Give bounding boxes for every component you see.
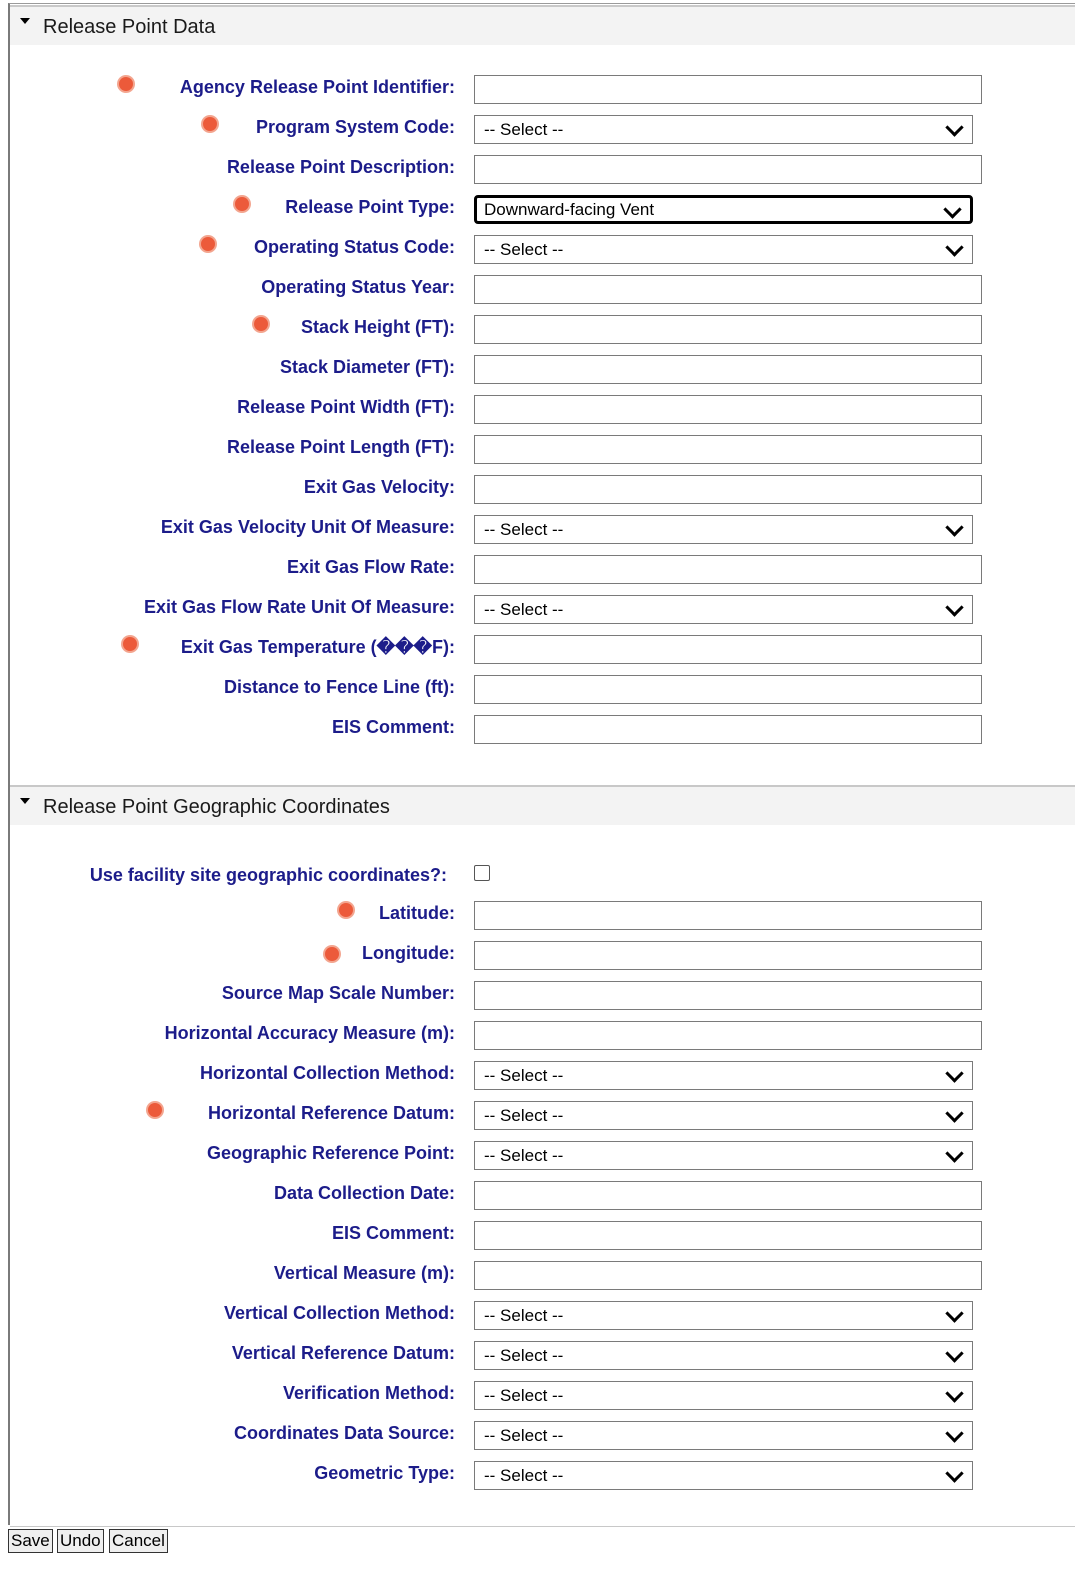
chevron-down-icon (945, 118, 963, 136)
selected-value: -- Select -- (484, 1466, 564, 1485)
chevron-down-icon (943, 200, 961, 218)
field-label: EIS Comment: (331, 717, 455, 737)
field-label: Geometric Type: (314, 1463, 455, 1483)
field-horizontal-collection-method (0, 1061, 1075, 1091)
field-horizontal-accuracy-measure (0, 1021, 1075, 1051)
required-marker-icon (148, 1103, 162, 1117)
field-release-point-description (0, 155, 1075, 185)
field-exit-gas-velocity-uom (0, 515, 1075, 545)
field-label: Vertical Reference Datum: (231, 1343, 455, 1363)
field-label: Release Point Width (FT): (237, 397, 455, 417)
field-distance-to-fence-line (0, 675, 1075, 705)
field-label: Coordinates Data Source: (233, 1423, 455, 1443)
data-collection-date-input[interactable] (474, 1181, 982, 1210)
chevron-down-icon (945, 1144, 963, 1162)
chevron-down-icon (945, 1304, 963, 1322)
selected-value: -- Select -- (484, 1106, 564, 1125)
section-header-release-point-data[interactable] (10, 5, 1075, 45)
field-label: Release Point Type: (285, 197, 455, 217)
field-label: Latitude: (379, 903, 455, 923)
chevron-down-icon (945, 598, 963, 616)
selected-value: -- Select -- (484, 600, 564, 619)
field-label: Exit Gas Velocity Unit Of Measure: (160, 517, 455, 537)
field-latitude (0, 901, 1075, 931)
section-header-geographic-coordinates[interactable] (10, 785, 1075, 825)
distance-to-fence-line-input[interactable] (474, 675, 982, 704)
geographic-reference-point-select[interactable] (474, 1141, 973, 1170)
selected-value: Downward-facing Vent (484, 200, 655, 219)
field-label: Stack Diameter (FT): (279, 357, 455, 377)
field-data-collection-date (0, 1181, 1075, 1211)
cancel-button[interactable]: Cancel (109, 1529, 168, 1553)
field-source-map-scale-number (0, 981, 1075, 1011)
horizontal-accuracy-measure-input[interactable] (474, 1021, 982, 1050)
field-label: Geographic Reference Point: (206, 1143, 455, 1163)
field-eis-comment (0, 715, 1075, 745)
latitude-input[interactable] (474, 901, 982, 930)
program-system-code-select[interactable] (474, 115, 973, 144)
eis-comment-geo-input[interactable] (474, 1221, 982, 1250)
field-vertical-collection-method (0, 1301, 1075, 1331)
use-facility-coordinates-checkbox[interactable] (474, 865, 490, 881)
field-label: Exit Gas Velocity: (303, 477, 455, 497)
field-label: Source Map Scale Number: (221, 983, 455, 1003)
collapse-triangle-icon[interactable] (20, 18, 30, 24)
release-point-description-input[interactable] (474, 155, 982, 184)
field-vertical-reference-datum (0, 1341, 1075, 1371)
required-marker-icon (235, 197, 249, 211)
chevron-down-icon (945, 238, 963, 256)
field-program-system-code (0, 115, 1075, 145)
longitude-input[interactable] (474, 941, 982, 970)
selected-value: -- Select -- (484, 520, 564, 539)
field-label: Horizontal Accuracy Measure (m): (164, 1023, 455, 1043)
field-geometric-type (0, 1461, 1075, 1491)
collapse-triangle-icon[interactable] (20, 798, 30, 804)
chevron-down-icon (945, 518, 963, 536)
stack-height-input[interactable] (474, 315, 982, 344)
field-label: Horizontal Reference Datum: (207, 1103, 455, 1123)
required-marker-icon (119, 77, 133, 91)
horizontal-reference-datum-select[interactable] (474, 1101, 973, 1130)
field-label: Program System Code: (255, 117, 455, 137)
geometric-type-select[interactable] (474, 1461, 973, 1490)
field-label: Operating Status Code: (253, 237, 455, 257)
field-verification-method (0, 1381, 1075, 1411)
vertical-reference-datum-select[interactable] (474, 1341, 973, 1370)
field-vertical-measure (0, 1261, 1075, 1291)
chevron-down-icon (945, 1344, 963, 1362)
selected-value: -- Select -- (484, 1066, 564, 1085)
chevron-down-icon (945, 1104, 963, 1122)
release-point-length-input[interactable] (474, 435, 982, 464)
field-label: Stack Height (FT): (300, 317, 455, 337)
field-horizontal-reference-datum (0, 1101, 1075, 1131)
field-label: Release Point Length (FT): (226, 437, 455, 457)
exit-gas-temperature-input[interactable] (474, 635, 982, 664)
horizontal-collection-method-select[interactable] (474, 1061, 973, 1090)
field-label: Operating Status Year: (261, 277, 455, 297)
chevron-down-icon (945, 1064, 963, 1082)
selected-value: -- Select -- (484, 1346, 564, 1365)
field-coordinates-data-source (0, 1421, 1075, 1451)
required-marker-icon (201, 237, 215, 251)
stack-diameter-input[interactable] (474, 355, 982, 384)
field-label: Release Point Description: (226, 157, 455, 177)
field-label: Longitude: (362, 943, 455, 963)
field-label: EIS Comment: (331, 1223, 455, 1243)
footer-divider (10, 1526, 1075, 1527)
selected-value: -- Select -- (484, 240, 564, 259)
field-operating-status-code (0, 235, 1075, 265)
field-label: Agency Release Point Identifier: (179, 77, 455, 97)
field-stack-diameter (0, 355, 1075, 385)
source-map-scale-number-input[interactable] (474, 981, 982, 1010)
verification-method-select[interactable] (474, 1381, 973, 1410)
field-label: Horizontal Collection Method: (200, 1063, 455, 1083)
required-marker-icon (203, 117, 217, 131)
selected-value: -- Select -- (484, 1306, 564, 1325)
coordinates-data-source-select[interactable] (474, 1421, 973, 1450)
field-label: Vertical Measure (m): (273, 1263, 455, 1283)
field-label: Exit Gas Flow Rate Unit Of Measure: (143, 597, 455, 617)
field-operating-status-year (0, 275, 1075, 305)
field-exit-gas-flow-rate (0, 555, 1075, 585)
field-longitude (0, 941, 1075, 971)
exit-gas-velocity-input[interactable] (474, 475, 982, 504)
field-exit-gas-velocity (0, 475, 1075, 505)
field-exit-gas-temperature (0, 635, 1075, 665)
field-label: Data Collection Date: (273, 1183, 455, 1203)
selected-value: -- Select -- (484, 1426, 564, 1445)
required-marker-icon (339, 903, 353, 917)
field-label: Exit Gas Temperature (���F): (180, 637, 455, 657)
field-label: Distance to Fence Line (ft): (223, 677, 455, 697)
selected-value: -- Select -- (484, 1386, 564, 1405)
eis-comment-input[interactable] (474, 715, 982, 744)
field-geographic-reference-point (0, 1141, 1075, 1171)
field-release-point-length (0, 435, 1075, 465)
vertical-collection-method-select[interactable] (474, 1301, 973, 1330)
field-eis-comment-geo (0, 1221, 1075, 1251)
field-label: Vertical Collection Method: (223, 1303, 455, 1323)
release-point-width-input[interactable] (474, 395, 982, 424)
undo-button[interactable]: Undo (57, 1529, 104, 1553)
operating-status-code-select[interactable] (474, 235, 973, 264)
chevron-down-icon (945, 1464, 963, 1482)
field-exit-gas-flow-rate-uom (0, 595, 1075, 625)
field-agency-release-point-identifier (0, 75, 1075, 105)
release-point-type-select[interactable] (474, 195, 973, 224)
selected-value: -- Select -- (484, 120, 564, 139)
save-button[interactable]: Save (8, 1529, 53, 1553)
field-label: Verification Method: (282, 1383, 455, 1403)
field-label: Exit Gas Flow Rate: (286, 557, 455, 577)
section-title: Release Point Data (43, 16, 216, 38)
chevron-down-icon (945, 1384, 963, 1402)
required-marker-icon (325, 947, 339, 961)
exit-gas-velocity-uom-select[interactable] (474, 515, 973, 544)
field-use-facility-coordinates (0, 863, 1075, 893)
vertical-measure-input[interactable] (474, 1261, 982, 1290)
selected-value: -- Select -- (484, 1146, 564, 1165)
agency-release-point-identifier-input[interactable] (474, 75, 982, 104)
exit-gas-flow-rate-uom-select[interactable] (474, 595, 973, 624)
required-marker-icon (123, 637, 137, 651)
chevron-down-icon (945, 1424, 963, 1442)
field-label: Use facility site geographic coordinates?: (89, 865, 447, 885)
field-release-point-width (0, 395, 1075, 425)
operating-status-year-input[interactable] (474, 275, 982, 304)
section-title: Release Point Geographic Coordinates (43, 796, 390, 818)
form-frame (8, 3, 1075, 1525)
required-marker-icon (254, 317, 268, 331)
field-release-point-type (0, 195, 1075, 225)
field-stack-height (0, 315, 1075, 345)
exit-gas-flow-rate-input[interactable] (474, 555, 982, 584)
